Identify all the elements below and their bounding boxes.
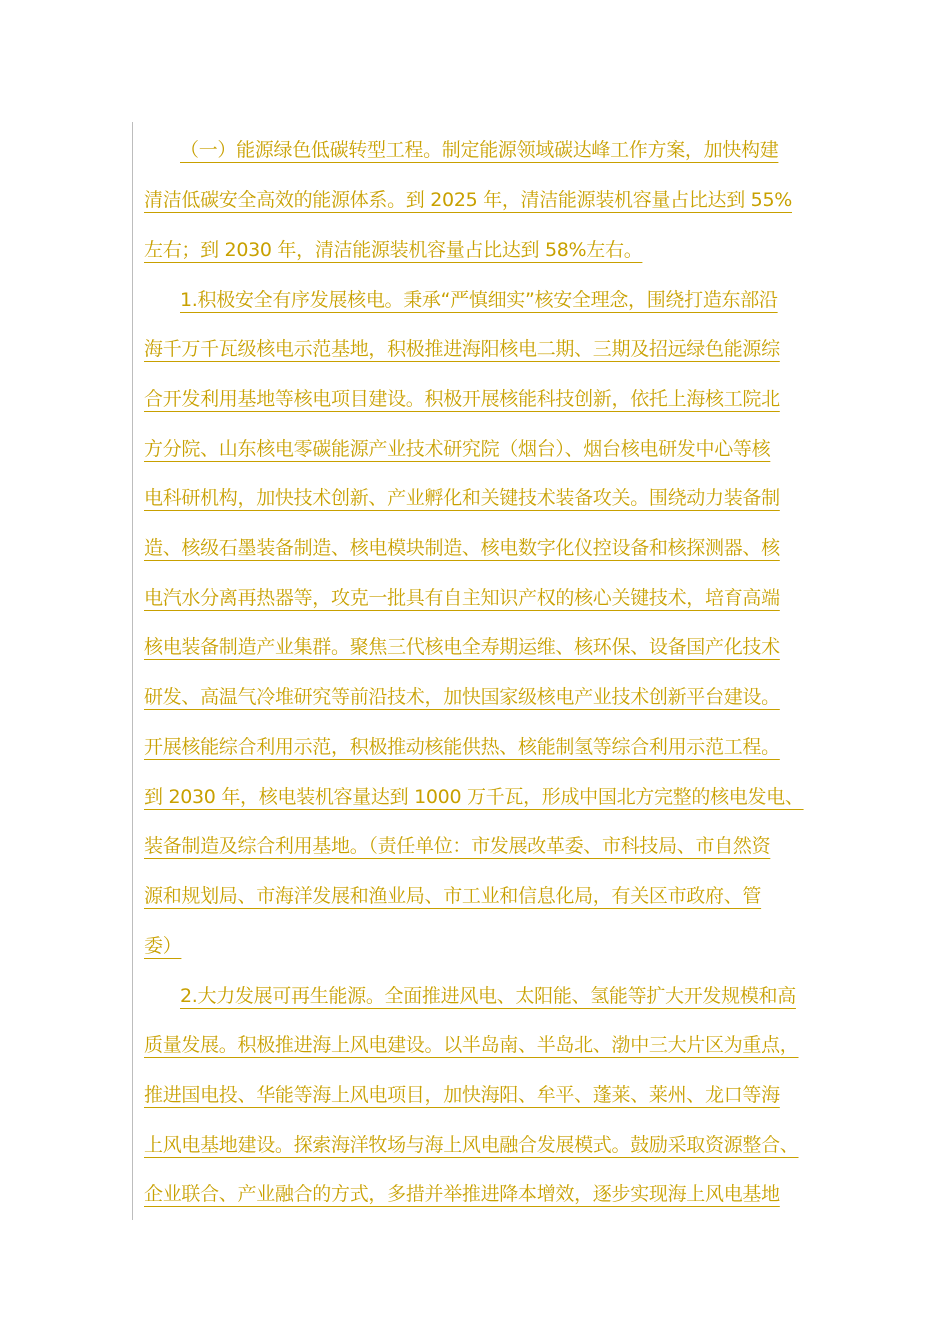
text-line: 上风电基地建设。探索海洋牧场与海上风电融合发展模式。鼓励采取资源整合、 [144,1134,799,1156]
text-line: （一）能源绿色低碳转型工程。制定能源领域碳达峰工作方案，加快构建 [180,139,779,161]
text-line: 开展核能综合利用示范，积极推动核能供热、核能制氢等综合利用示范工程。 [144,736,780,758]
text-line: 合开发利用基地等核电项目建设。积极开展核能科技创新，依托上海核工院北 [144,388,780,410]
text-line: 核电装备制造产业集群。聚焦三代核电全寿期运维、核环保、设备国产化技术 [144,636,780,658]
text-line: 企业联合、产业融合的方式，多措并举推进降本增效，逐步实现海上风电基地 [144,1183,780,1205]
text-line: 方分院、山东核电零碳能源产业技术研究院（烟台）、烟台核电研发中心等核 [144,438,771,460]
text-line: 2.大力发展可再生能源。全面推进风电、太阳能、氢能等扩大开发规模和高 [180,985,796,1007]
text-line: 研发、高温气冷堆研究等前沿技术，加快国家级核电产业技术创新平台建设。 [144,686,780,708]
text-line: 源和规划局、市海洋发展和渔业局、市工业和信息化局，有关区市政府、管 [144,885,762,907]
text-line: 清洁低碳安全高效的能源体系。到 2025 年，清洁能源装机容量占比达到 55% [144,189,793,211]
text-line: 到 2030 年，核电装机容量达到 1000 万千瓦，形成中国北方完整的核电发电、 [144,786,804,808]
text-line: 左右；到 2030 年，清洁能源装机容量占比达到 58%左右。 [144,239,643,261]
text-line: 电汽水分离再热器等，攻克一批具有自主知识产权的核心关键技术，培育高端 [144,587,780,609]
text-line: 1.积极安全有序发展核电。秉承“严慎细实”核安全理念，围绕打造东部沿 [180,289,778,311]
text-line: 委） [144,935,182,957]
text-line: 质量发展。积极推进海上风电建设。以半岛南、半岛北、渤中三大片区为重点， [144,1034,799,1056]
text-line: 装备制造及综合利用基地。（责任单位：市发展改革委、市科技局、市自然资 [144,835,771,857]
text-line: 海千万千瓦级核电示范基地，积极推进海阳核电二期、三期及招远绿色能源综 [144,338,780,360]
text-line: 电科研机构，加快技术创新、产业孵化和关键技术装备攻关。围绕动力装备制 [144,487,780,509]
text-line: 推进国电投、华能等海上风电项目，加快海阳、牟平、蓬莱、莱州、龙口等海 [144,1084,780,1106]
text-line: 造、核级石墨装备制造、核电模块制造、核电数字化仪控设备和核探测器、核 [144,537,780,559]
